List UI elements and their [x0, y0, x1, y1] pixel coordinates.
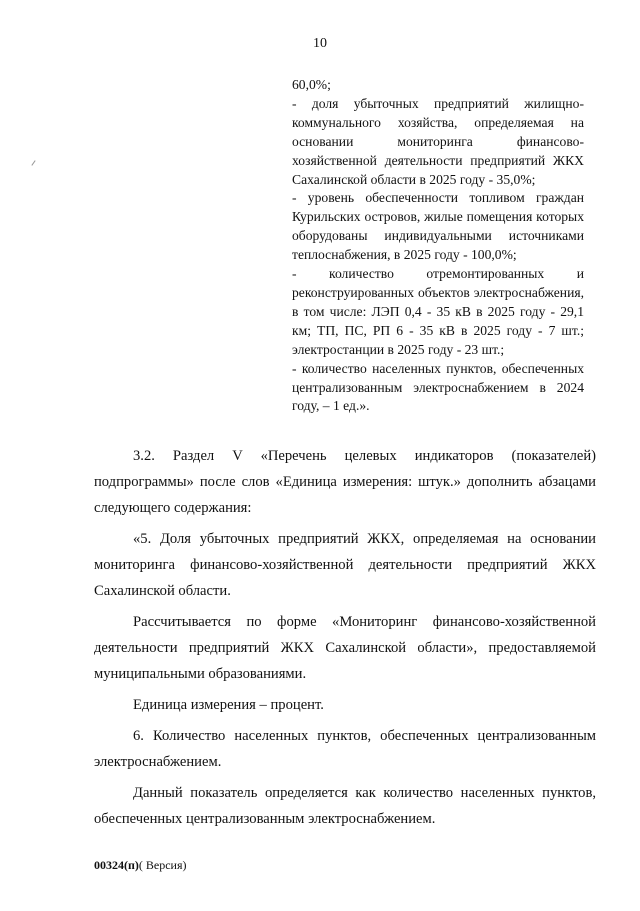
- page-number: 10: [313, 36, 327, 51]
- continuation-item: - уровень обеспеченности топливом граждан Курильских островов, жилые помещения которых оборудованы индивидуальными источниками теплоснабжения, в 2025 году - 100,0%;: [292, 190, 584, 263]
- continuation-item: - количество отремонтированных и реконструированных объектов электроснабжения, в том числе: ЛЭП 0,4 - 35 кВ в 2025 году - 29,1 км; ТП, ПС, РП 6 - 35 кВ в 2025 году - 7 шт.; электростанции в 2025 году - 23 шт.;: [292, 266, 584, 357]
- paragraph: Единица измерения – процент.: [133, 697, 324, 713]
- continuation-item: - количество населенных пунктов, обеспеченных централизованным электроснабжением в 2024 году, – 1 ед.».: [292, 360, 584, 414]
- continuation-line: 60,0%;: [292, 77, 331, 92]
- document-footer: [94, 858, 187, 873]
- document-code: 00324(п): [94, 858, 139, 872]
- continuation-item: - доля убыточных предприятий жилищно-коммунального хозяйства, определяемая на основании мониторинга финансово-хозяйственной деятельности предприятий ЖКХ Сахалинской области в 2025 году - 35,0%;: [292, 95, 584, 187]
- document-version: ( Версия): [138, 858, 187, 872]
- indicator-continuation-block: [292, 76, 584, 416]
- paragraph: 6. Количество населенных пунктов, обеспеченных централизованным электроснабжением.: [94, 728, 596, 770]
- scan-speck: [31, 160, 35, 165]
- document-body: [94, 443, 596, 837]
- paragraph: Данный показатель определяется как количество населенных пунктов, обеспеченных централизованным электроснабжением.: [94, 785, 596, 827]
- paragraph: Рассчитывается по форме «Мониторинг финансово-хозяйственной деятельности предприятий ЖКХ Сахалинской области», предоставляемой муниципальными образованиями.: [94, 614, 596, 682]
- paragraph: «5. Доля убыточных предприятий ЖКХ, определяемая на основании мониторинга финансово-хозяйственной деятельности предприятий ЖКХ Сахалинской области.: [94, 531, 596, 599]
- paragraph: 3.2. Раздел V «Перечень целевых индикаторов (показателей) подпрограммы» после слов «Единица измерения: штук.» дополнить абзацами следующего содержания:: [94, 448, 596, 516]
